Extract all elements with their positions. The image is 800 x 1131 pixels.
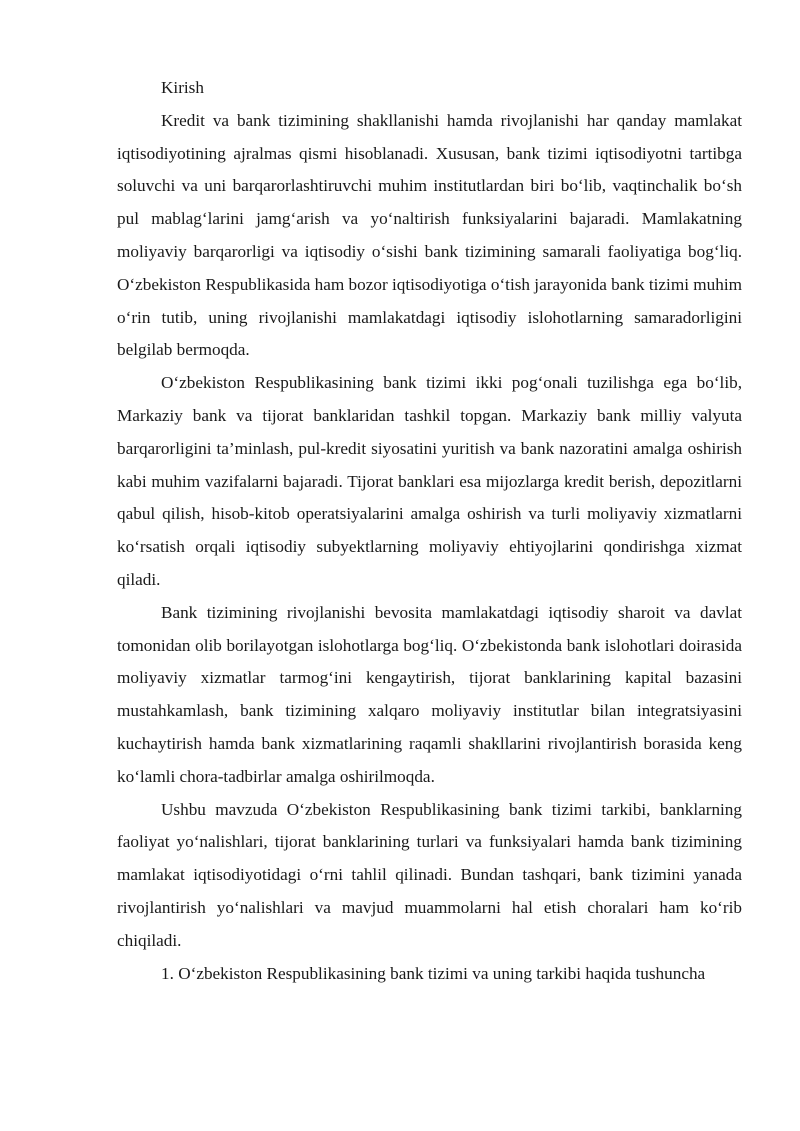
paragraph-1: Kredit va bank tizimining shakllanishi hamda rivojlanishi har qanday mamlakat iqtisodiyotining ajralmas qismi hisoblanadi. Xususan, bank tizimi iqtisodiyotni tartibga soluvchi va uni barqarorlashtiruvchi muhim institutlardan biri bo‘lib, vaqtinchalik bo‘sh pul mablag‘larini jamg‘arish va yo‘naltirish funksiyalarini bajaradi. Mamlakatning moliyaviy barqarorligi va iqtisodiy o‘sishi bank tizimining samarali faoliyatiga bog‘liq. O‘zbekiston Respublikasida ham bozor iqtisodiyotiga o‘tish jarayonida bank tizimi muhim o‘rin tutib, uning rivojlanishi mamlakatdagi iqtisodiy islohotlarning samaradorligini belgilab bermoqda. xyxy=(117,110,742,360)
chapter-title: 1. O‘zbekiston Respublikasining bank tizimi va uning tarkibi haqida tushuncha xyxy=(161,963,706,983)
paragraph-4: Ushbu mavzuda O‘zbekiston Respublikasining bank tizimi tarkibi, banklarning faoliyat yo‘nalishlari, tijorat banklarining turlari va funksiyalari hamda bank tizimining mamlakat iqtisodiyotidagi o‘rni tahlil qilinadi. Bundan tashqari, bank tizimini yanada rivojlantirish yo‘nalishlari va mavjud muammolarni hal etish choralari ham ko‘rib chiqiladi. xyxy=(117,799,742,950)
section-heading: Kirish xyxy=(161,78,204,97)
document-body xyxy=(117,72,742,990)
paragraph-2: O‘zbekiston Respublikasining bank tizimi ikki pog‘onali tuzilishga ega bo‘lib, Markaziy bank va tijorat banklaridan tashkil topgan. Markaziy bank milliy valyuta barqarorligini ta’minlash, pul-kredit siyosatini yuritish va bank nazoratini amalga oshirish kabi muhim vazifalarni bajaradi. Tijorat banklari esa mijozlarga kredit berish, depozitlarni qabul qilish, hisob-kitob operatsiyalarini amalga oshirish va turli moliyaviy xizmatlarni ko‘rsatish orqali iqtisodiy subyektlarning moliyaviy ehtiyojlarini qondirishga xizmat qiladi. xyxy=(117,373,742,589)
paragraph-3: Bank tizimining rivojlanishi bevosita mamlakatdagi iqtisodiy sharoit va davlat tomonidan olib borilayotgan islohotlarga bog‘liq. O‘zbekistonda bank islohotlari doirasida moliyaviy xizmatlar tarmog‘ini kengaytirish, tijorat banklarining kapital bazasini mustahkamlash, bank tizimining xalqaro moliyaviy institutlar bilan integratsiyasini kuchaytirish hamda bank xizmatlarining raqamli shakllarini rivojlantirish borasida keng ko‘lamli chora-tadbirlar amalga oshirilmoqda. xyxy=(117,602,742,786)
